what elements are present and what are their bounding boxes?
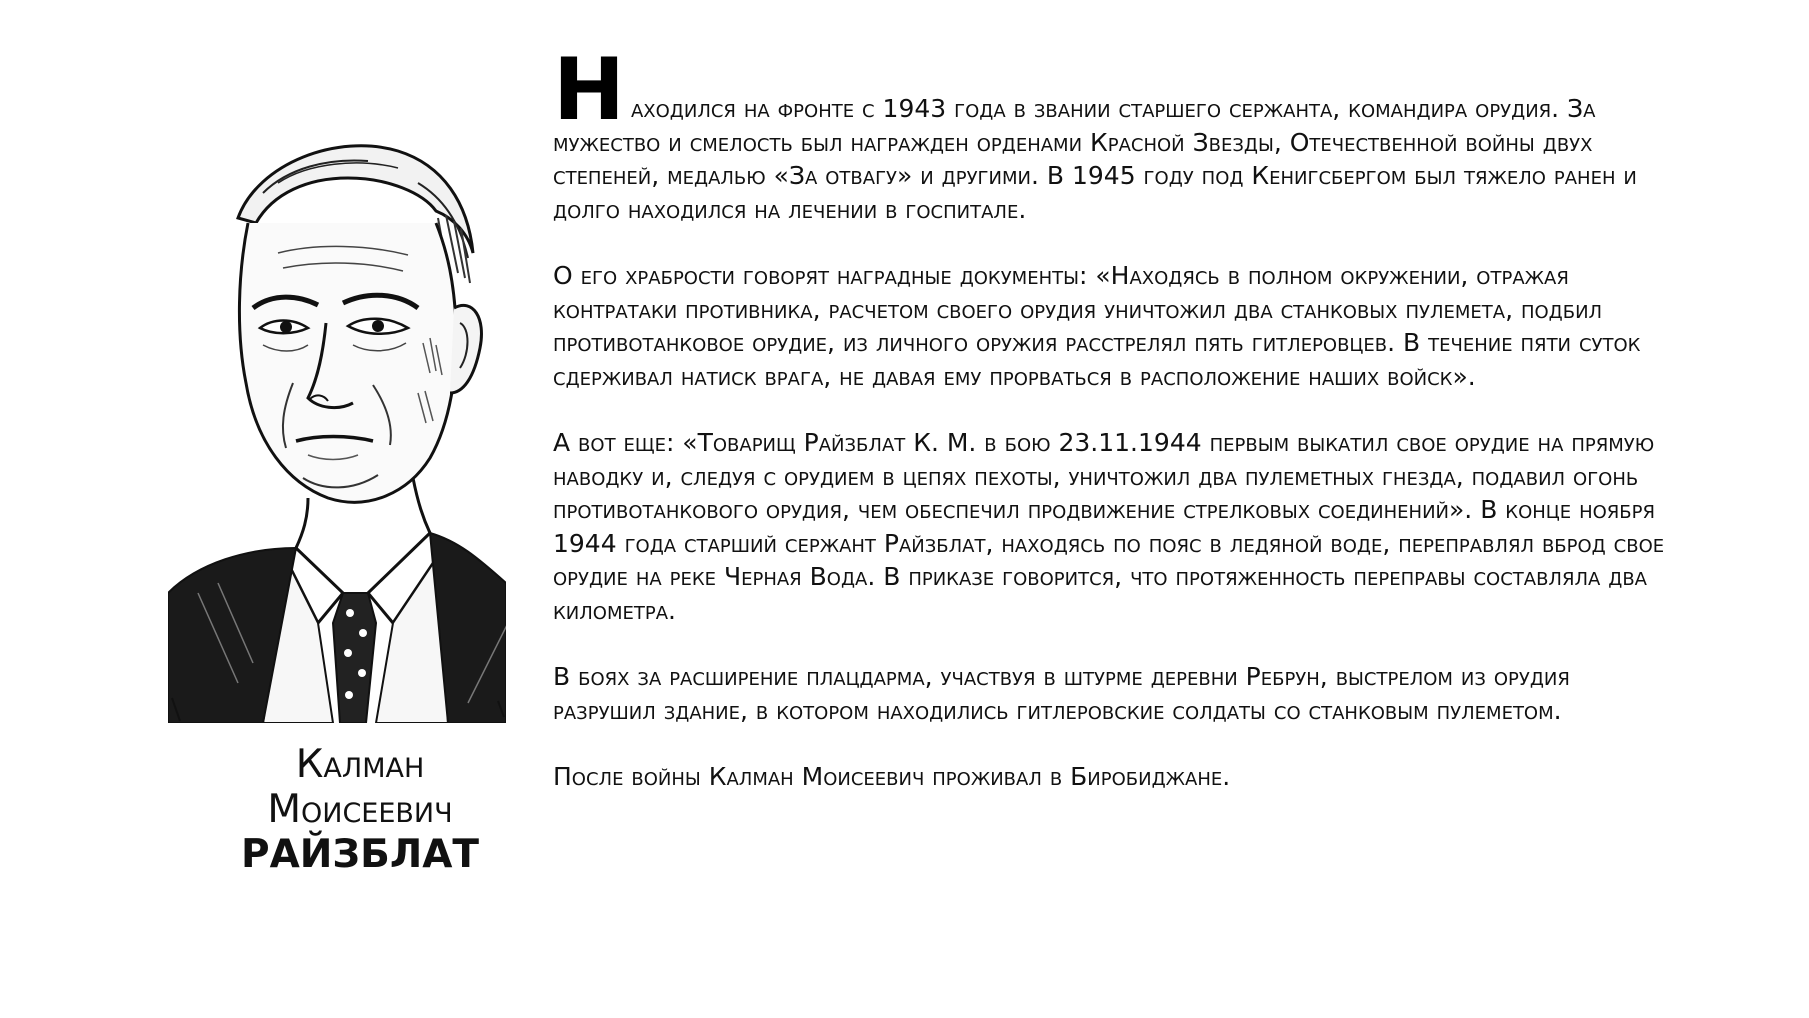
bio-paragraph-1-text: аходился на фронте с 1943 года в звании старшего сержанта, командира орудия. За мужество и смелость был награжден орденами Красной Звезды, Отечественной войны двух степеней, медалью «За отвагу» и другими. В 1945 году под Кенигсбергом был тяжело ранен и долго находился на лечении в госпитале. [553, 94, 1637, 224]
bio-paragraph-2: О его храбрости говорят наградные документы: «Находясь в полном окружении, отражая контратаки противника, расчетом своего орудия уничтожил два станковых пулемета, подбил противотанковое орудие, из личного оружия расстрелял пять гитлеровцев. В течение пяти суток сдерживал натиск врага, не давая ему прорваться в расположение наших войск». [553, 261, 1641, 391]
bio-paragraph-5: После войны Калман Моисеевич проживал в Биробиджане. [553, 762, 1231, 791]
bio-paragraph-3: А вот еще: «Товарищ Райзблат К. М. в бою 23.11.1944 первым выкатил свое орудие на прямую наводку и, следуя с орудием в цепях пехоты, уничтожил два пулеметных гнезда, подавил огонь противотанкового орудия, чем обеспечил продвижение стрелковых соединений». В конце ноября 1944 года старший сержант Райзблат, находясь по пояс в ледяной воде, переправлял вброд свое орудие на реке Черная Вода. В приказе говорится, что протяженность переправы составляла два километра. [553, 428, 1665, 625]
bio-paragraph-4: В боях за расширение плацдарма, участвуя в штурме деревни Ребрун, выстрелом из орудия разрушил здание, в котором находились гитлеровские солдаты со станковым пулеметом. [553, 662, 1570, 725]
person-name [200, 742, 520, 877]
portrait [168, 123, 506, 723]
given-name-line-2: Моисеевич [267, 787, 453, 832]
biography [553, 40, 1673, 827]
drop-cap: Н [553, 40, 625, 140]
portrait-illustration [168, 123, 506, 723]
bio-paragraph-1 [553, 40, 1673, 226]
given-name-line-1: Калман [295, 742, 425, 787]
surname: РАЙЗБЛАТ [240, 832, 480, 877]
